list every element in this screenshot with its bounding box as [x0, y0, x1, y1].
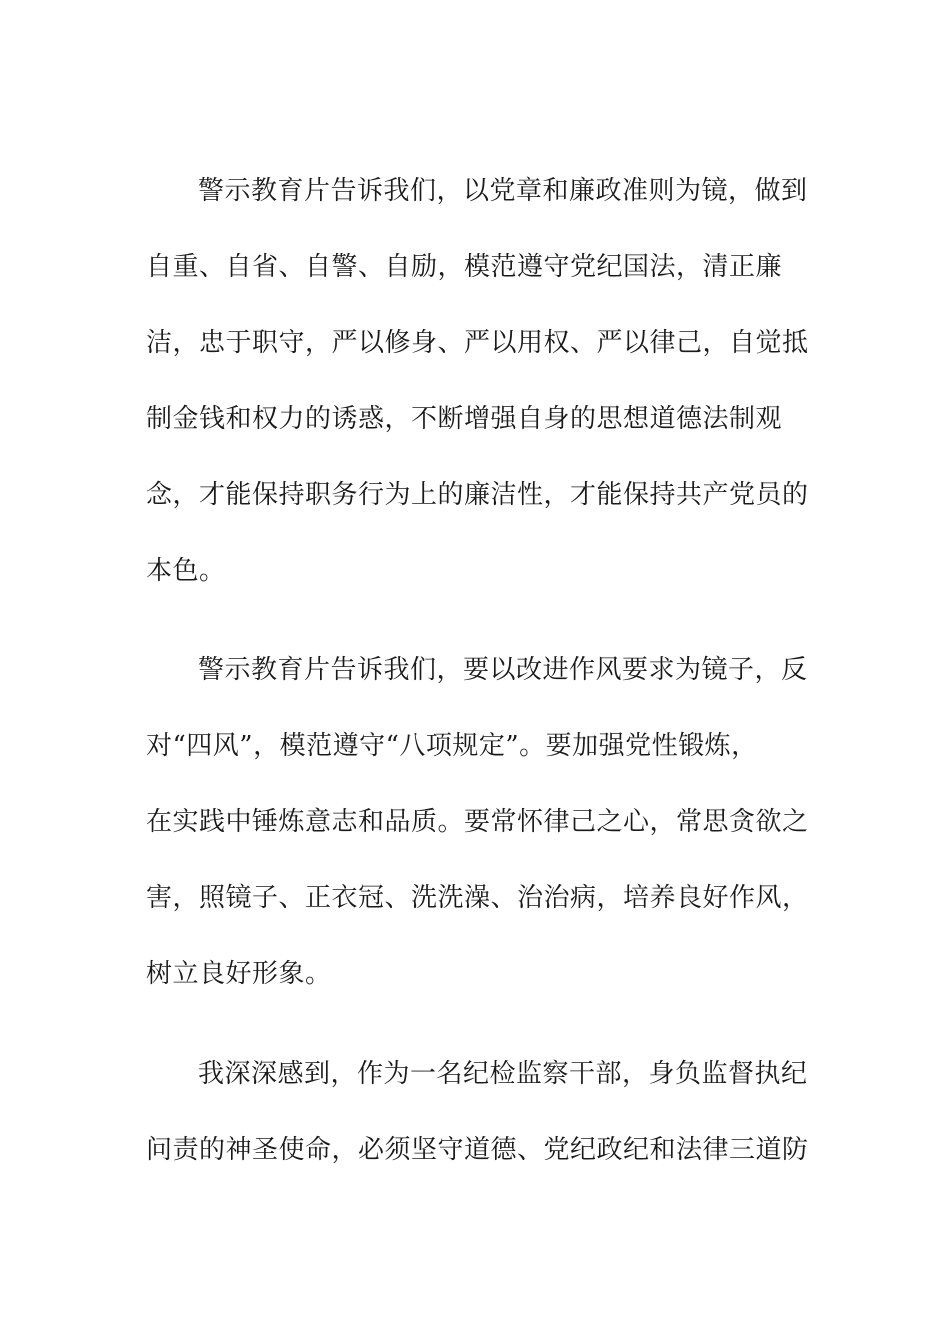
paragraph-line: 树立良好形象。 — [146, 959, 332, 989]
paragraph-line: 制金钱和权力的诱惑，不断增强自身的思想道德法制观 — [146, 404, 783, 434]
paragraph-line: 本色。 — [146, 556, 226, 586]
paragraph-line: 警示教育片告诉我们，要以改进作风要求为镜子，反 — [198, 655, 808, 685]
paragraph-line: 害，照镜子、正衣冠、洗洗澡、治治病，培养良好作风， — [146, 883, 809, 913]
paragraph-line: 警示教育片告诉我们，以党章和廉政准则为镜，做到 — [198, 176, 808, 206]
paragraph-line: 洁，忠于职守，严以修身、严以用权、严以律己，自觉抵 — [146, 328, 809, 358]
paragraph-line: 我深深感到，作为一名纪检监察干部，身负监督执纪 — [198, 1059, 808, 1089]
paragraph-line: 自重、自省、自警、自励，模范遵守党纪国法，清正廉 — [146, 252, 783, 282]
paragraph-line: 问责的神圣使命，必须坚守道德、党纪政纪和法律三道防 — [146, 1135, 809, 1165]
paragraph-line: 对“四风”，模范遵守“八项规定”。要加强党性锻炼， — [146, 731, 758, 761]
paragraph-line: 在实践中锤炼意志和品质。要常怀律己之心，常思贪欲之 — [146, 807, 809, 837]
paragraph-line: 念，才能保持职务行为上的廉洁性，才能保持共产党员的 — [146, 480, 809, 510]
